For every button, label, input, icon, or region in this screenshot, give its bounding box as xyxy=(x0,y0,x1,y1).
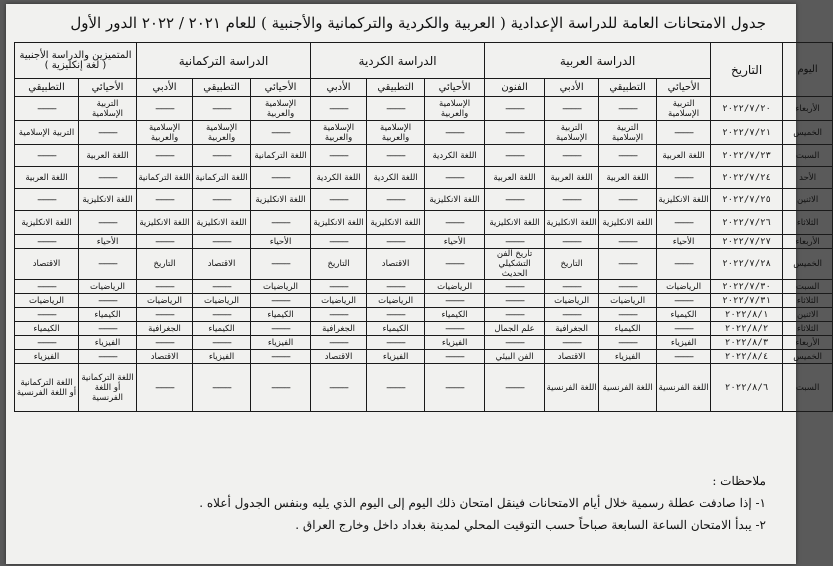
subject-cell: --------- xyxy=(251,121,311,145)
subject-cell: الرياضيات xyxy=(137,294,193,308)
subject-cell: --------- xyxy=(311,336,367,350)
subject-cell: --------- xyxy=(311,308,367,322)
subject-cell: --------- xyxy=(485,189,545,211)
subject-cell: --------- xyxy=(599,145,657,167)
day-cell: الاثنين xyxy=(783,189,833,211)
subject-cell: التاريخ xyxy=(545,249,599,280)
subject-cell: التربية الإسلامية xyxy=(545,121,599,145)
subject-cell: --------- xyxy=(251,350,311,364)
subject-cell: اللغة العربية xyxy=(545,167,599,189)
table-row xyxy=(15,364,833,412)
day-cell: الأربعاء xyxy=(783,336,833,350)
subject-cell: --------- xyxy=(15,336,79,350)
header-day: اليوم xyxy=(783,43,833,97)
table-row xyxy=(15,167,833,189)
subject-cell: --------- xyxy=(485,308,545,322)
subheader-cell: التطبيقي xyxy=(193,79,251,97)
subject-cell: الإسلامية والعربية xyxy=(251,97,311,121)
subject-cell: --------- xyxy=(193,364,251,412)
subheader-cell: التطبيقي xyxy=(599,79,657,97)
subject-cell: --------- xyxy=(599,235,657,249)
subject-cell: الرياضيات xyxy=(311,294,367,308)
day-cell: الأربعاء xyxy=(783,235,833,249)
exam-schedule-sheet xyxy=(6,4,822,564)
subject-cell: الفيزياء xyxy=(657,336,711,350)
subject-cell: الاقتصاد xyxy=(193,249,251,280)
subject-cell: اللغة الانكليزية xyxy=(545,211,599,235)
subject-cell: اللغة التركمانية أو اللغة الفرنسية xyxy=(79,364,137,412)
subject-cell: اللغة الفرنسية xyxy=(545,364,599,412)
table-row xyxy=(15,336,833,350)
subject-cell: --------- xyxy=(545,280,599,294)
subject-cell: --------- xyxy=(425,121,485,145)
subject-cell: --------- xyxy=(485,364,545,412)
subject-cell: --------- xyxy=(367,336,425,350)
table-row xyxy=(15,294,833,308)
subject-cell: الرياضيات xyxy=(425,280,485,294)
subject-cell: اللغة الانكليزية xyxy=(367,211,425,235)
day-cell: الخميس xyxy=(783,121,833,145)
table-row xyxy=(15,189,833,211)
subject-cell: الكيمياء xyxy=(367,322,425,336)
subject-cell: --------- xyxy=(79,167,137,189)
subject-cell: اللغة العربية xyxy=(485,167,545,189)
subject-cell: الكيمياء xyxy=(15,322,79,336)
subject-cell: الكيمياء xyxy=(193,322,251,336)
subject-cell: --------- xyxy=(545,97,599,121)
subject-cell: اللغة الانكليزية xyxy=(79,189,137,211)
subject-cell: --------- xyxy=(599,249,657,280)
subject-cell: --------- xyxy=(657,167,711,189)
subject-cell: --------- xyxy=(485,121,545,145)
date-cell: ٢٠٢٢/٧/٢٤ xyxy=(711,167,783,189)
subject-cell: الفيزياء xyxy=(15,350,79,364)
date-cell: ٢٠٢٢/٧/٢٠ xyxy=(711,97,783,121)
date-cell: ٢٠٢٢/٨/٦ xyxy=(711,364,783,412)
subject-cell: --------- xyxy=(485,280,545,294)
subject-cell: --------- xyxy=(251,167,311,189)
date-cell: ٢٠٢٢/٧/٢٣ xyxy=(711,145,783,167)
subject-cell: اللغة العربية xyxy=(599,167,657,189)
date-cell: ٢٠٢٢/٨/١ xyxy=(711,308,783,322)
subject-cell: --------- xyxy=(425,350,485,364)
header-group-foreign: المتميزين والدراسة الأجنبية ( لغة إنكليزية ) xyxy=(15,43,137,79)
subject-cell: --------- xyxy=(79,249,137,280)
subject-cell: الجغرافية xyxy=(545,322,599,336)
subject-cell: --------- xyxy=(311,145,367,167)
subheader-cell: الفنون xyxy=(485,79,545,97)
subject-cell: الرياضيات xyxy=(251,280,311,294)
subject-cell: اللغة التركمانية xyxy=(137,167,193,189)
subject-cell: الجغرافية xyxy=(137,322,193,336)
subject-cell: --------- xyxy=(79,121,137,145)
day-cell: الأربعاء xyxy=(783,97,833,121)
header-group-kurdish: الدراسة الكردية xyxy=(311,43,485,79)
header-group-turkmen: الدراسة التركمانية xyxy=(137,43,311,79)
subject-cell: --------- xyxy=(485,235,545,249)
subject-cell: الإسلامية والعربية xyxy=(193,121,251,145)
subject-cell: --------- xyxy=(367,364,425,412)
subject-cell: اللغة الانكليزية xyxy=(15,211,79,235)
subject-cell: --------- xyxy=(425,294,485,308)
subject-cell: --------- xyxy=(193,97,251,121)
subject-cell: --------- xyxy=(367,280,425,294)
subject-cell: --------- xyxy=(15,280,79,294)
subject-cell: --------- xyxy=(193,336,251,350)
subject-cell: اللغة التركمانية xyxy=(193,167,251,189)
subject-cell: --------- xyxy=(425,211,485,235)
subject-cell: اللغة العربية xyxy=(657,145,711,167)
subject-cell: --------- xyxy=(251,211,311,235)
subject-cell: --------- xyxy=(15,308,79,322)
subject-cell: --------- xyxy=(311,97,367,121)
subject-cell: الرياضيات xyxy=(599,294,657,308)
subject-cell: --------- xyxy=(137,364,193,412)
subject-cell: --------- xyxy=(425,322,485,336)
subject-cell: الفيزياء xyxy=(251,336,311,350)
subject-cell: --------- xyxy=(657,211,711,235)
subject-cell: التربية الإسلامية xyxy=(79,97,137,121)
subject-cell: الكيمياء xyxy=(599,322,657,336)
subject-cell: اللغة الانكليزية xyxy=(193,211,251,235)
subject-cell: التاريخ xyxy=(311,249,367,280)
subject-cell: الجغرافية xyxy=(311,322,367,336)
subject-cell: --------- xyxy=(425,364,485,412)
note-item: ٢- يبدأ الامتحان الساعة السابعة صباحاً حسب التوقيت المحلي لمدينة بغداد داخل وخارج العراق . xyxy=(295,518,766,532)
subject-cell: الفيزياء xyxy=(599,350,657,364)
subject-cell: تاريخ الفن التشكيلي الحديث xyxy=(485,249,545,280)
subject-cell: --------- xyxy=(545,336,599,350)
table-row xyxy=(15,280,833,294)
date-cell: ٢٠٢٢/٧/٣١ xyxy=(711,294,783,308)
subject-cell: الرياضيات xyxy=(545,294,599,308)
subject-cell: اللغة الكردية xyxy=(425,145,485,167)
day-cell: الأحد xyxy=(783,167,833,189)
subject-cell: --------- xyxy=(599,97,657,121)
subject-cell: اللغة الفرنسية xyxy=(657,364,711,412)
subject-cell: الأحياء xyxy=(79,235,137,249)
day-cell: السبت xyxy=(783,145,833,167)
subject-cell: علم الجمال xyxy=(485,322,545,336)
day-cell: الخميس xyxy=(783,350,833,364)
date-cell: ٢٠٢٢/٨/٣ xyxy=(711,336,783,350)
subject-cell: --------- xyxy=(137,308,193,322)
day-cell: الثلاثاء xyxy=(783,294,833,308)
day-cell: الثلاثاء xyxy=(783,211,833,235)
subject-cell: الإسلامية والعربية xyxy=(425,97,485,121)
subheader-cell: الأحيائي xyxy=(79,79,137,97)
subject-cell: اللغة التركمانية xyxy=(251,145,311,167)
table-row xyxy=(15,322,833,336)
day-cell: الثلاثاء xyxy=(783,322,833,336)
subject-cell: الرياضيات xyxy=(193,294,251,308)
subject-cell: اللغة الانكليزية xyxy=(657,189,711,211)
subject-cell: --------- xyxy=(193,280,251,294)
subject-cell: التاريخ xyxy=(137,249,193,280)
date-cell: ٢٠٢٢/٧/٢١ xyxy=(711,121,783,145)
subject-cell: اللغة الانكليزية xyxy=(485,211,545,235)
subject-cell: --------- xyxy=(311,235,367,249)
subject-cell: الرياضيات xyxy=(657,280,711,294)
subject-cell: --------- xyxy=(657,294,711,308)
subheader-cell: الأدبي xyxy=(137,79,193,97)
subject-cell: الكيمياء xyxy=(79,308,137,322)
date-cell: ٢٠٢٢/٨/٢ xyxy=(711,322,783,336)
subheader-cell: الأحيائي xyxy=(657,79,711,97)
subheader-cell: الأحيائي xyxy=(425,79,485,97)
header-date: التاريخ xyxy=(711,43,783,97)
subject-cell: الفن البيئي xyxy=(485,350,545,364)
subject-cell: --------- xyxy=(367,145,425,167)
note-item: ١- إذا صادفت عطلة رسمية خلال أيام الامتحانات فينقل امتحان ذلك اليوم إلى اليوم الذي يليه وبنفس الجدول أعلاه . xyxy=(199,496,766,510)
subject-cell: --------- xyxy=(311,364,367,412)
subject-cell: الإسلامية والعربية xyxy=(367,121,425,145)
subject-cell: --------- xyxy=(15,97,79,121)
table-row xyxy=(15,350,833,364)
subject-cell: الكيمياء xyxy=(251,308,311,322)
subject-cell: --------- xyxy=(79,294,137,308)
subject-cell: اللغة الانكليزية xyxy=(137,211,193,235)
subject-cell: اللغة التركمانية أو اللغة الفرنسية xyxy=(15,364,79,412)
subject-cell: اللغة الانكليزية xyxy=(599,211,657,235)
subject-cell: اللغة الانكليزية xyxy=(311,211,367,235)
subject-cell: --------- xyxy=(367,97,425,121)
subject-cell: --------- xyxy=(193,145,251,167)
page-title: جدول الامتحانات العامة للدراسة الإعدادية ( العربية والكردية والتركمانية والأجنبية ) للعام ٢٠٢١ / ٢٠٢٢ الدور الأول xyxy=(70,14,766,32)
subject-cell: --------- xyxy=(15,189,79,211)
subject-cell: --------- xyxy=(425,249,485,280)
subject-cell: --------- xyxy=(367,308,425,322)
subject-cell: الأحياء xyxy=(657,235,711,249)
subject-cell: --------- xyxy=(137,336,193,350)
subject-cell: الفيزياء xyxy=(79,336,137,350)
subject-cell: --------- xyxy=(485,97,545,121)
subject-cell: اللغة الانكليزية xyxy=(251,189,311,211)
subheader-cell: الأدبي xyxy=(545,79,599,97)
subject-cell: --------- xyxy=(137,235,193,249)
day-cell: السبت xyxy=(783,280,833,294)
subject-cell: التربية الإسلامية xyxy=(599,121,657,145)
subject-cell: --------- xyxy=(311,189,367,211)
subject-cell: الإسلامية والعربية xyxy=(311,121,367,145)
day-cell: السبت xyxy=(783,364,833,412)
subject-cell: --------- xyxy=(599,336,657,350)
notes-heading: ملاحظات : xyxy=(712,474,766,488)
subject-cell: الأحياء xyxy=(425,235,485,249)
date-cell: ٢٠٢٢/٧/٢٦ xyxy=(711,211,783,235)
subheader-cell: الأدبي xyxy=(311,79,367,97)
subject-cell: --------- xyxy=(137,280,193,294)
subject-cell: --------- xyxy=(15,145,79,167)
subject-cell: --------- xyxy=(545,308,599,322)
subject-cell: --------- xyxy=(485,145,545,167)
subject-cell: --------- xyxy=(79,322,137,336)
subject-cell: الاقتصاد xyxy=(367,249,425,280)
subject-cell: --------- xyxy=(251,322,311,336)
subject-cell: الكيمياء xyxy=(657,308,711,322)
subject-cell: الرياضيات xyxy=(79,280,137,294)
subject-cell: --------- xyxy=(137,97,193,121)
subject-cell: --------- xyxy=(137,189,193,211)
subheader-cell: التطبيقي xyxy=(15,79,79,97)
subject-cell: الإسلامية والعربية xyxy=(137,121,193,145)
subject-cell: --------- xyxy=(311,280,367,294)
date-cell: ٢٠٢٢/٧/٢٨ xyxy=(711,249,783,280)
date-cell: ٢٠٢٢/٧/٢٧ xyxy=(711,235,783,249)
date-cell: ٢٠٢٢/٨/٤ xyxy=(711,350,783,364)
subject-cell: التربية الإسلامية xyxy=(15,121,79,145)
subject-cell: --------- xyxy=(545,145,599,167)
subject-cell: --------- xyxy=(545,189,599,211)
subject-cell: --------- xyxy=(599,189,657,211)
table-row xyxy=(15,249,833,280)
table-row xyxy=(15,145,833,167)
subject-cell: --------- xyxy=(367,189,425,211)
subject-cell: اللغة الكردية xyxy=(367,167,425,189)
subject-cell: --------- xyxy=(193,235,251,249)
subject-cell: الاقتصاد xyxy=(137,350,193,364)
subject-cell: --------- xyxy=(15,235,79,249)
subject-cell: --------- xyxy=(79,350,137,364)
subject-cell: --------- xyxy=(193,189,251,211)
date-cell: ٢٠٢٢/٧/٣٠ xyxy=(711,280,783,294)
table-row xyxy=(15,211,833,235)
subject-cell: الفيزياء xyxy=(193,350,251,364)
subject-cell: الاقتصاد xyxy=(545,350,599,364)
subject-cell: --------- xyxy=(485,336,545,350)
subheader-cell: الأحيائي xyxy=(251,79,311,97)
subject-cell: اللغة العربية xyxy=(15,167,79,189)
subject-cell: الفيزياء xyxy=(425,336,485,350)
subject-cell: الاقتصاد xyxy=(15,249,79,280)
subject-cell: --------- xyxy=(425,167,485,189)
subject-cell: --------- xyxy=(193,308,251,322)
subject-cell: --------- xyxy=(545,235,599,249)
subject-cell: --------- xyxy=(137,145,193,167)
subject-cell: اللغة الكردية xyxy=(311,167,367,189)
table-row xyxy=(15,235,833,249)
subject-cell: --------- xyxy=(599,280,657,294)
subject-cell: الكيمياء xyxy=(425,308,485,322)
subject-cell: الرياضيات xyxy=(367,294,425,308)
subject-cell: --------- xyxy=(657,322,711,336)
subject-cell: اللغة الفرنسية xyxy=(599,364,657,412)
date-cell: ٢٠٢٢/٧/٢٥ xyxy=(711,189,783,211)
schedule-body xyxy=(15,97,833,412)
subject-cell: --------- xyxy=(79,211,137,235)
subject-cell: --------- xyxy=(657,249,711,280)
header-group-arabic: الدراسة العربية xyxy=(485,43,711,79)
subject-cell: --------- xyxy=(485,294,545,308)
day-cell: الخميس xyxy=(783,249,833,280)
subject-cell: --------- xyxy=(251,364,311,412)
day-cell: الاثنين xyxy=(783,308,833,322)
subject-cell: الأحياء xyxy=(251,235,311,249)
exam-schedule-table xyxy=(14,42,833,412)
subject-cell: --------- xyxy=(367,235,425,249)
subject-cell: الفيزياء xyxy=(367,350,425,364)
table-row xyxy=(15,121,833,145)
subject-cell: الرياضيات xyxy=(15,294,79,308)
subject-cell: --------- xyxy=(251,249,311,280)
table-row xyxy=(15,308,833,322)
subject-cell: --------- xyxy=(599,308,657,322)
subject-cell: --------- xyxy=(657,350,711,364)
table-row xyxy=(15,97,833,121)
subject-cell: اللغة العربية xyxy=(79,145,137,167)
subheader-cell: التطبيقي xyxy=(367,79,425,97)
subject-cell: اللغة الانكليزية xyxy=(425,189,485,211)
subject-cell: --------- xyxy=(657,121,711,145)
subject-cell: --------- xyxy=(251,294,311,308)
subject-cell: الاقتصاد xyxy=(311,350,367,364)
subject-cell: التربية الإسلامية xyxy=(657,97,711,121)
